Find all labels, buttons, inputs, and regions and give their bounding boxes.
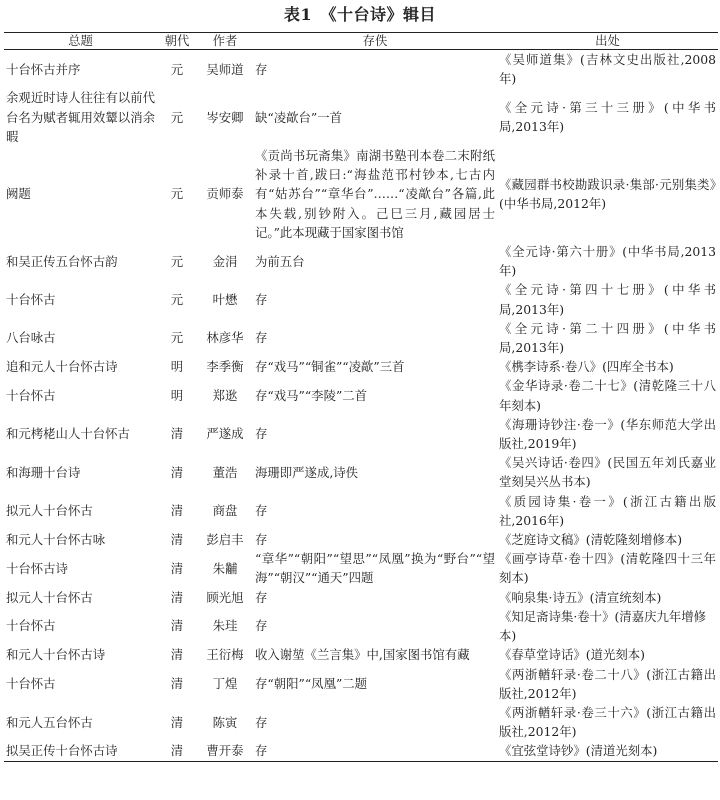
cell-era: 清 bbox=[170, 464, 184, 480]
table-row bbox=[4, 492, 718, 530]
cell-source: 《两浙輶轩录·卷三十六》(浙江古籍出版社,2012年) bbox=[499, 704, 716, 740]
cell-status: 存“朝阳”“凤凰”二题 bbox=[255, 676, 368, 692]
cell-status: “章华”“朝阳”“望思”“凤凰”换为“野台”“望海”“朝汉”“通天”四题 bbox=[255, 551, 495, 586]
cell-status: 存 bbox=[255, 532, 268, 548]
cell-era: 元 bbox=[170, 330, 184, 346]
table-row bbox=[4, 242, 718, 280]
header-row bbox=[4, 33, 718, 50]
cell-author: 贡师泰 bbox=[206, 186, 244, 202]
cell-author: 严遂成 bbox=[206, 426, 244, 442]
cell-status: 缺“凌歊台”一首 bbox=[255, 109, 343, 125]
cell-title: 八台咏古 bbox=[6, 330, 56, 346]
cell-source: 《画亭诗草·卷十四》(清乾隆四十三年刻本) bbox=[499, 551, 716, 586]
cell-source: 《芝庭诗文稿》(清乾隆刻增修本) bbox=[499, 532, 683, 548]
cell-title: 十台怀古 bbox=[6, 388, 56, 404]
cell-era: 清 bbox=[157, 741, 197, 761]
cell-source: 《知足斋诗集·卷十》(清嘉庆九年增修本) bbox=[499, 608, 707, 644]
cell-era: 元 bbox=[170, 292, 184, 308]
cell-source: 《两浙輶轩录·卷二十八》(浙江古籍出版社,2012年) bbox=[499, 666, 716, 701]
table-row bbox=[4, 357, 718, 376]
table-row bbox=[4, 549, 718, 587]
cell-title: 十台怀古诗 bbox=[6, 560, 68, 576]
table-row bbox=[4, 607, 718, 645]
table-row bbox=[4, 376, 718, 414]
cell-title: 和吴正传五台怀古韵 bbox=[6, 253, 118, 269]
cell-status: 存“戏马”“李陵”二首 bbox=[255, 388, 368, 404]
cell-author: 王衍梅 bbox=[206, 647, 244, 663]
table-row bbox=[4, 645, 718, 664]
table-row bbox=[4, 50, 718, 89]
cell-author: 郑逖 bbox=[212, 388, 238, 404]
table-row bbox=[4, 415, 718, 453]
cell-status: 存 bbox=[255, 292, 268, 308]
cell-source: 《全元诗·第二十四册》(中华书局,2013年) bbox=[499, 320, 716, 356]
cell-author: 林彦华 bbox=[206, 330, 244, 346]
table-row bbox=[4, 741, 718, 761]
cell-source: 《海珊诗钞注·卷一》(华东师范大学出版社,2019年) bbox=[499, 416, 716, 452]
cell-status: 存 bbox=[253, 741, 497, 761]
cell-era: 清 bbox=[170, 532, 184, 548]
cell-author: 叶懋 bbox=[212, 292, 238, 308]
cell-title: 拟元人十台怀古 bbox=[6, 589, 93, 605]
cell-status: 存 bbox=[255, 61, 268, 77]
cell-author: 商盘 bbox=[212, 503, 238, 519]
cell-author: 岑安卿 bbox=[206, 109, 244, 125]
cell-author: 金涓 bbox=[212, 253, 238, 269]
cell-status: 存 bbox=[255, 330, 268, 346]
header-era: 朝代 bbox=[157, 33, 197, 50]
cell-status: 为前五台 bbox=[255, 253, 305, 269]
cell-source: 《全元诗·第三十三册》(中华书局,2013年) bbox=[499, 100, 716, 135]
cell-author: 曹开泰 bbox=[197, 741, 253, 761]
cell-era: 清 bbox=[170, 426, 184, 442]
cell-title: 和元人十台怀古咏 bbox=[6, 532, 106, 548]
cell-title: 十台怀古 bbox=[6, 676, 56, 692]
cell-title: 追和元人十台怀古诗 bbox=[6, 359, 118, 375]
table-row bbox=[4, 453, 718, 491]
header-status: 存佚 bbox=[253, 33, 497, 50]
cell-era: 明 bbox=[170, 359, 184, 375]
cell-era: 元 bbox=[170, 186, 184, 202]
cell-source: 《质园诗集·卷一》(浙江古籍出版社,2016年) bbox=[499, 493, 716, 528]
cell-source: 《全元诗·第六十册》(中华书局,2013年) bbox=[499, 244, 716, 279]
cell-source: 《响泉集·诗五》(清宣统刻本) bbox=[499, 589, 662, 605]
cell-title: 十台怀古 bbox=[6, 292, 56, 308]
cell-status: 存 bbox=[255, 503, 268, 519]
cell-author: 吴师道 bbox=[206, 61, 244, 77]
cell-status: 收入谢堃《兰言集》中,国家图书馆有藏 bbox=[255, 647, 470, 663]
cell-title: 和海珊十台诗 bbox=[6, 464, 81, 480]
cell-author: 李季衡 bbox=[206, 359, 244, 375]
table-row bbox=[4, 280, 718, 318]
cell-author: 董浩 bbox=[212, 464, 238, 480]
cell-author: 陈寅 bbox=[212, 714, 238, 730]
header-source: 出处 bbox=[497, 33, 718, 50]
cell-era: 元 bbox=[170, 109, 184, 125]
cell-status: 存 bbox=[255, 589, 268, 605]
cell-author: 朱珪 bbox=[212, 618, 238, 634]
cell-title: 和元人十台怀古诗 bbox=[6, 647, 106, 663]
cell-era: 明 bbox=[170, 388, 184, 404]
cell-status: 存 bbox=[255, 714, 268, 730]
table-row bbox=[4, 665, 718, 703]
cell-status: 存“戏马”“铜雀”“凌歊”三首 bbox=[255, 359, 405, 375]
cell-era: 清 bbox=[170, 560, 184, 576]
table-row bbox=[4, 703, 718, 741]
header-author: 作者 bbox=[197, 33, 253, 50]
table-row bbox=[4, 588, 718, 607]
table-row bbox=[4, 88, 718, 146]
cell-title: 阙题 bbox=[6, 186, 31, 202]
cell-era: 清 bbox=[170, 589, 184, 605]
cell-era: 清 bbox=[170, 503, 184, 519]
cell-status: 存 bbox=[255, 618, 268, 634]
cell-author: 顾光旭 bbox=[206, 589, 244, 605]
cell-status: 《贡尚书玩斋集》南湖书塾刊本卷二末附纸补录十首,跋曰:“海盐范邗村钞本,七古内有“姑苏台”“章华台”……“凌歊台”各篇,此本失载,别钞附入。己巳三月,藏园居士记。”此本现藏于国家图书馆 bbox=[255, 148, 495, 240]
cell-title: 和元栲栳山人十台怀古 bbox=[6, 426, 130, 442]
cell-era: 清 bbox=[170, 714, 184, 730]
cell-source: 《吴师道集》(吉林文史出版社,2008年) bbox=[499, 52, 716, 87]
cell-era: 清 bbox=[170, 676, 184, 692]
table-row bbox=[4, 530, 718, 549]
header-title: 总题 bbox=[4, 33, 157, 50]
cell-source: 《宜弦堂诗钞》(清道光刻本) bbox=[497, 741, 718, 761]
cell-status: 海珊即严遂成,诗佚 bbox=[255, 464, 359, 480]
cell-author: 朱黼 bbox=[212, 560, 238, 576]
anthology-table bbox=[4, 32, 718, 762]
cell-source: 《藏园群书校勘跋识录·集部·元别集类》(中华书局,2012年) bbox=[499, 176, 716, 212]
cell-title: 余观近时诗人往往有以前代台名为赋者辄用效颦以消余暇 bbox=[6, 90, 155, 144]
cell-era: 清 bbox=[170, 618, 184, 634]
cell-source: 《槜李诗系·卷八》(四库全书本) bbox=[499, 359, 674, 375]
cell-status: 存 bbox=[255, 426, 268, 442]
cell-title: 十台怀古 bbox=[6, 618, 56, 634]
table-row bbox=[4, 319, 718, 357]
cell-source: 《吴兴诗话·卷四》(民国五年刘氏嘉业堂刻吴兴丛书本) bbox=[499, 455, 716, 490]
cell-source: 《金华诗录·卷二十七》(清乾隆三十八年刻本) bbox=[499, 378, 716, 413]
cell-title: 拟元人十台怀古 bbox=[6, 503, 93, 519]
cell-era: 元 bbox=[170, 61, 184, 77]
cell-title: 拟吴正传十台怀古诗 bbox=[4, 741, 157, 761]
cell-author: 丁煌 bbox=[212, 676, 238, 692]
table-row bbox=[4, 146, 718, 242]
table-title: 表1 《十台诗》辑目 bbox=[283, 5, 437, 24]
cell-source: 《全元诗·第四十七册》(中华书局,2013年) bbox=[499, 282, 716, 317]
cell-title: 和元人五台怀古 bbox=[6, 714, 93, 730]
cell-source: 《春草堂诗话》(道光刻本) bbox=[499, 647, 645, 663]
cell-title: 十台怀古并序 bbox=[6, 61, 81, 77]
cell-era: 清 bbox=[170, 647, 184, 663]
cell-era: 元 bbox=[170, 253, 184, 269]
cell-author: 彭启丰 bbox=[206, 532, 244, 548]
